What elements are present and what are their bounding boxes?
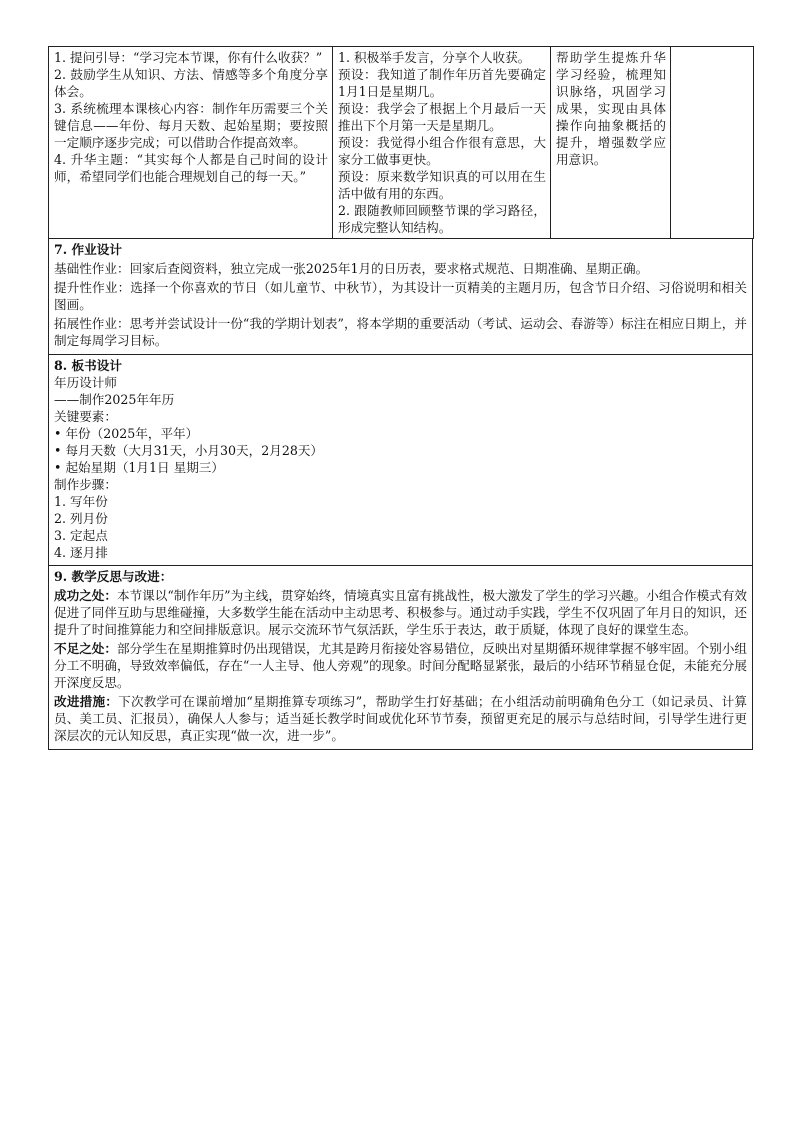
teacher-step-1: 1. 提问引导：“学习完本节课，你有什么收获？” <box>54 50 323 65</box>
board-step: 4. 逐月排 <box>54 545 108 560</box>
shortcoming-text: 部分学生在星期推算时仍出现错误，尤其是跨月衔接处容易错位，反映出对星期循环规律掌握不够牢固。个别小组分工不明确，导致效率偏低，存在“一人主导、他人旁观”的现象。时间分配略显紧张，最后的小结环节稍显仓促，未能充分展开深度反思。 <box>54 641 748 690</box>
student-preset-3: 预设：我觉得小组合作很有意思，大家分工做事更快。 <box>338 135 546 167</box>
homework-advanced: 提升性作业：选择一个你喜欢的节日（如儿童节、中秋节），为其设计一页精美的主题月历，包含节日介绍、习俗说明和相关图画。 <box>54 280 747 312</box>
design-intent-text: 帮助学生提炼升华学习经验，梳理知识脉络，巩固学习成果，实现由具体操作向抽象概括的提升，增强数学应用意识。 <box>556 50 666 167</box>
student-preset-2: 预设：我学会了根据上个月最后一天推出下个月第一天是星期几。 <box>338 101 546 133</box>
board-key-item: • 起始星期（1月1日 星期三） <box>54 459 747 476</box>
teacher-activity-cell <box>49 47 333 239</box>
reflection-shortcoming <box>54 640 747 691</box>
homework-title: 7. 作业设计 <box>54 242 122 257</box>
shortcoming-label: 不足之处： <box>54 641 118 656</box>
teacher-step-4: 4. 升华主题：“其实每个人都是自己时间的设计师，希望同学们也能合理规划自己的每一天。” <box>54 152 328 184</box>
board-step: 3. 定起点 <box>54 528 108 543</box>
lesson-plan-page <box>48 46 753 750</box>
reflection-section <box>48 566 753 750</box>
lesson-activity-table <box>48 46 754 239</box>
student-preset-1: 预设：我知道了制作年历首先要确定1月1日是星期几。 <box>338 67 546 99</box>
homework-extended: 拓展性作业：思考并尝试设计一份“我的学期计划表”，将本学期的重要活动（考试、运动会、春游等）标注在相应日期上，并制定每周学习目标。 <box>54 316 747 348</box>
student-preset-4: 预设：原来数学知识真的可以用在生活中做有用的东西。 <box>338 169 546 201</box>
reflection-improvement <box>54 693 747 744</box>
teacher-step-2: 2. 鼓励学生从知识、方法、情感等多个角度分享体会。 <box>54 67 328 99</box>
board-section <box>48 355 753 566</box>
success-text: 本节课以“制作年历”为主线，贯穿始终，情境真实且富有挑战性，极大激发了学生的学习兴趣。小组合作模式有效促进了同伴互助与思维碰撞，大多数学生能在活动中主动思考、积极参与。通过动手实践，学生不仅巩固了年月日的知识，还提升了时间推算能力和空间排版意识。展示交流环节气氛活跃，学生乐于表达，敢于质疑，体现了良好的课堂生态。 <box>54 588 747 637</box>
design-intent-cell <box>551 47 671 239</box>
student-step-1: 1. 积极举手发言，分享个人收获。 <box>338 50 531 65</box>
student-activity-cell <box>333 47 551 239</box>
teacher-step-3: 3. 系统梳理本课核心内容：制作年历需要三个关键信息——年份、每月天数、起始星期；要按照一定顺序逐步完成；可以借助合作提高效率。 <box>54 101 328 150</box>
success-label: 成功之处： <box>54 588 117 603</box>
improve-text: 下次教学可在课前增加“星期推算专项练习”，帮助学生打好基础；在小组活动前明确角色分工（如记录员、计算员、美工员、汇报员），确保人人参与；适当延长教学时间或优化环节节奏，预留更充足的展示与总结时间，引导学生进行更深层次的元认知反思，真正实现“做一次，进一步”。 <box>54 694 747 743</box>
improve-label: 改进措施： <box>54 694 119 709</box>
board-heading: 年历设计师 <box>54 375 117 390</box>
homework-section <box>48 239 753 355</box>
board-title: 8. 板书设计 <box>54 358 122 373</box>
homework-basic: 基础性作业：回家后查阅资料，独立完成一张2025年1月的日历表，要求格式规范、日期准确、星期正确。 <box>54 261 649 276</box>
board-step: 2. 列月份 <box>54 511 108 526</box>
board-key-item: • 年份（2025年，平年） <box>54 425 747 442</box>
board-step: 1. 写年份 <box>54 494 108 509</box>
board-key-item: • 每月天数（大月31天，小月30天，2月28天） <box>54 442 747 459</box>
empty-cell <box>671 47 754 239</box>
board-key-label: 关键要素： <box>54 409 117 424</box>
board-subheading: ——制作2025年年历 <box>54 392 175 407</box>
reflection-title: 9. 教学反思与改进： <box>54 569 173 584</box>
student-step-2: 2. 跟随教师回顾整节课的学习路径，形成完整认知结构。 <box>338 203 546 235</box>
board-steps-label: 制作步骤： <box>54 477 117 492</box>
reflection-success <box>54 587 747 638</box>
summary-row <box>49 47 754 239</box>
